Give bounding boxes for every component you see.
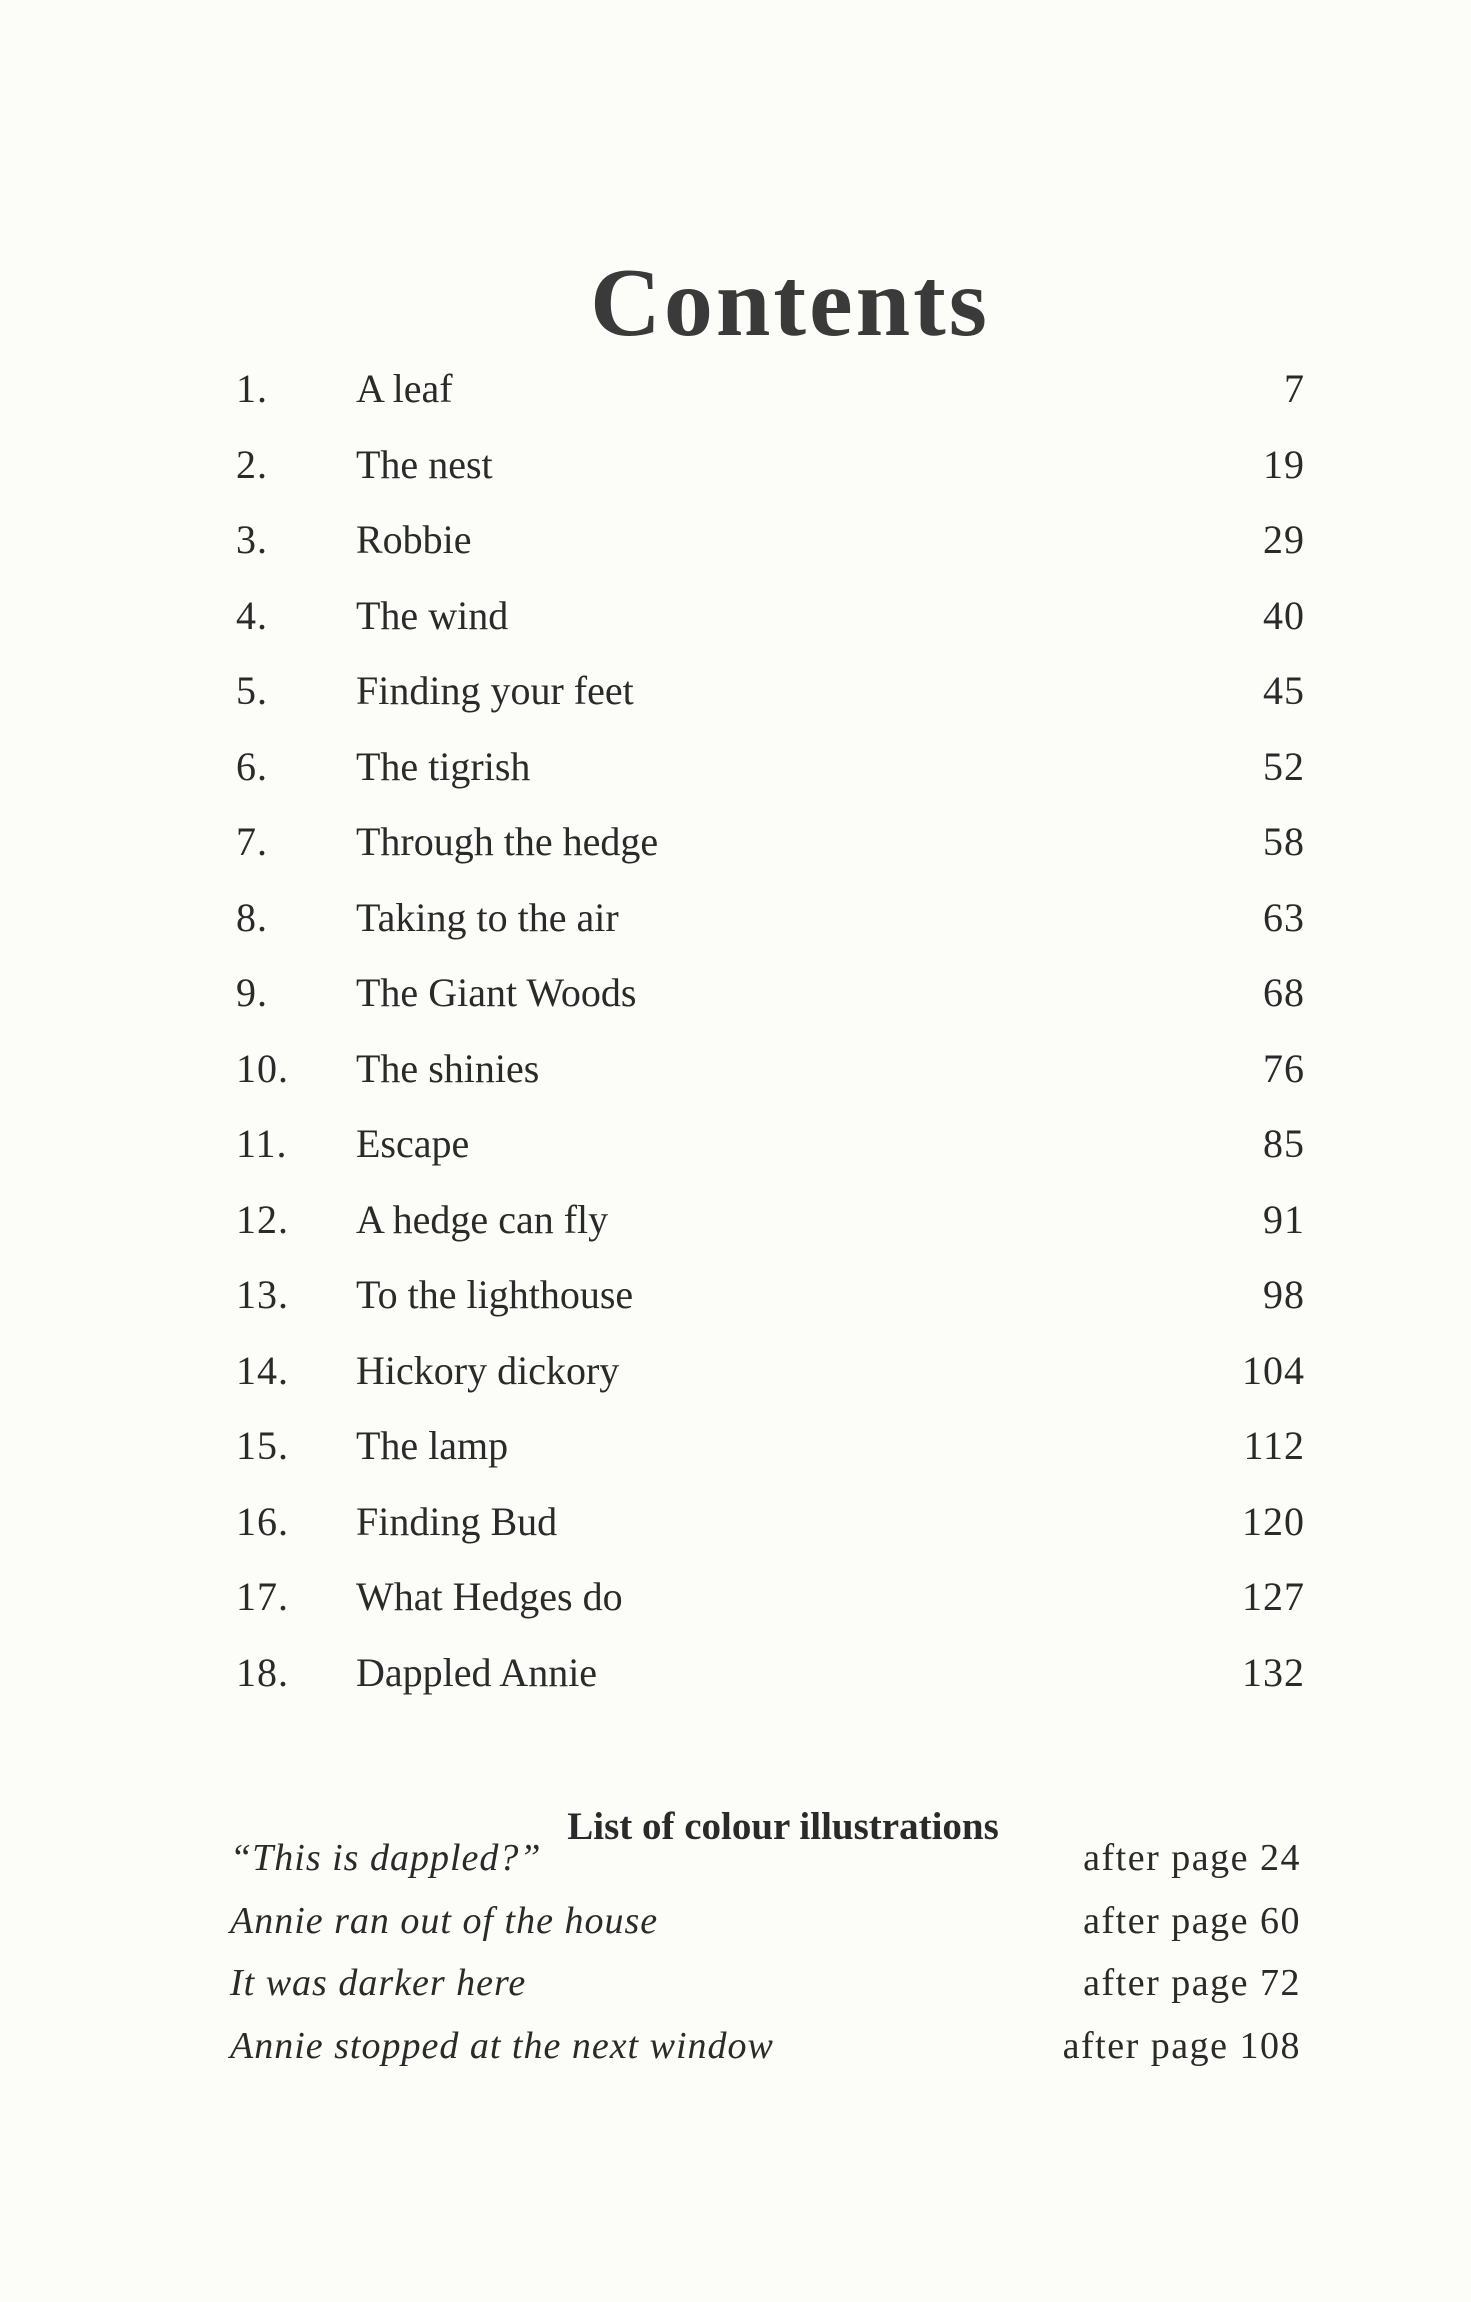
chapter-number: 3. [236,517,268,562]
chapter-title: Finding your feet [356,668,634,713]
chapter-number: 7. [236,819,268,864]
chapter-page: 98 [1263,1272,1305,1317]
illustrations-list [0,1833,1471,2083]
chapter-page: 63 [1263,894,1305,940]
chapter-number: 9. [236,970,268,1015]
toc-entry [0,1195,1471,1271]
chapter-number: 13. [236,1272,289,1317]
illustration-entry [0,2021,1471,2084]
chapter-number: 18. [236,1649,289,1695]
toc-entry [0,742,1471,818]
chapter-page: 120 [1242,1498,1305,1544]
toc-entry [0,817,1471,893]
chapter-title: The tigrish [356,743,531,789]
chapter-page: 45 [1263,668,1305,713]
chapter-title: The Giant Woods [356,970,637,1015]
chapter-title: Escape [356,1121,470,1166]
chapter-title: The nest [356,441,493,487]
chapter-page: 85 [1263,1121,1305,1166]
chapter-number: 15. [236,1423,289,1468]
chapter-title: The shinies [356,1045,540,1091]
chapter-number: 10. [236,1045,289,1091]
toc-entry [0,364,1471,440]
toc-entry [0,1270,1471,1346]
illustrations-heading: List of colour illustrations [567,1805,999,1849]
illustration-page: after page 24 [1083,1837,1301,1879]
toc-entry [0,591,1471,667]
chapter-number: 11. [236,1121,288,1166]
chapter-page: 58 [1263,819,1305,864]
chapter-title: Taking to the air [356,894,619,940]
chapter-page: 29 [1263,517,1305,562]
chapter-number: 16. [236,1498,289,1544]
chapter-page: 68 [1263,970,1305,1015]
chapter-title: What Hedges do [356,1574,623,1619]
chapter-number: 2. [236,441,268,487]
chapter-page: 91 [1263,1196,1305,1242]
chapter-number: 8. [236,894,268,940]
chapter-title: Robbie [356,517,472,562]
toc-entry [0,666,1471,742]
illustration-entry [0,1958,1471,2021]
chapter-number: 12. [236,1196,289,1242]
chapter-title: The wind [356,592,509,638]
illustration-caption: It was darker here [230,1962,527,2004]
toc-entry [0,968,1471,1044]
chapter-page: 132 [1242,1649,1305,1695]
illustration-entry [0,1833,1471,1896]
chapter-title: A hedge can fly [356,1196,609,1242]
chapter-title: A leaf [356,366,453,411]
chapter-number: 17. [236,1574,289,1619]
toc-entry [0,1648,1471,1724]
toc-entry [0,893,1471,969]
illustration-page: after page 72 [1083,1962,1301,2004]
toc-entry [0,440,1471,516]
chapter-number: 5. [236,668,268,713]
chapter-number: 6. [236,743,268,789]
chapter-page: 7 [1284,366,1305,411]
toc-entry [0,1119,1471,1195]
chapter-page: 40 [1263,592,1305,638]
chapter-number: 14. [236,1347,289,1393]
chapter-page: 127 [1242,1574,1305,1619]
illustration-caption: Annie stopped at the next window [230,2024,774,2067]
chapter-page: 76 [1263,1045,1305,1091]
illustration-page: after page 60 [1083,1899,1301,1942]
chapter-title: To the lighthouse [356,1272,634,1317]
illustration-page: after page 108 [1062,2024,1301,2067]
toc-entry [0,515,1471,591]
chapter-title: The lamp [356,1423,509,1468]
toc-entry [0,1044,1471,1120]
toc-entry [0,1497,1471,1573]
chapter-number: 4. [236,592,268,638]
illustration-caption: “This is dappled?” [230,1837,542,1879]
chapter-title: Dappled Annie [356,1649,598,1695]
chapter-title: Finding Bud [356,1498,558,1544]
chapter-title: Hickory dickory [356,1347,620,1393]
chapter-page: 104 [1242,1347,1305,1393]
illustration-caption: Annie ran out of the house [230,1899,659,1942]
chapter-page: 19 [1263,441,1305,487]
illustration-entry [0,1896,1471,1959]
toc-entry [0,1421,1471,1497]
chapter-title: Through the hedge [356,819,659,864]
chapter-page: 52 [1263,743,1305,789]
page-title: Contents [590,248,990,357]
chapter-number: 1. [236,366,268,411]
toc-entry [0,1346,1471,1422]
toc-entry [0,1572,1471,1648]
chapter-page: 112 [1243,1423,1305,1468]
table-of-contents [0,364,1471,1723]
